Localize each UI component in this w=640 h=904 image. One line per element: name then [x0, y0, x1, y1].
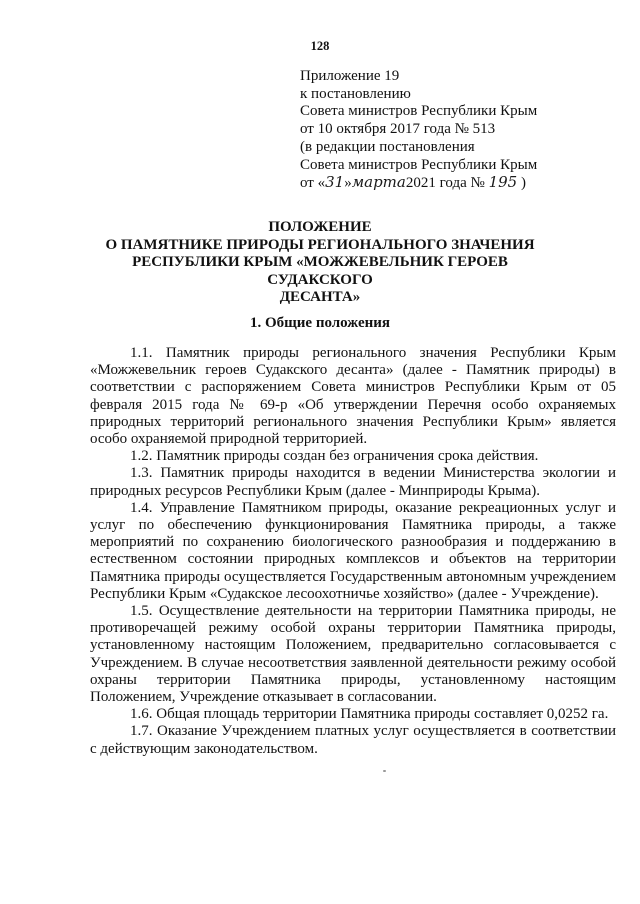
section-heading: 1. Общие положения	[249, 315, 391, 331]
paragraph-1-7: 1.7. Оказание Учреждением платных услуг осуществляется в соответствии с действующим законодательством.	[90, 723, 616, 757]
date-suffix: )	[520, 175, 526, 192]
paragraph-1-3: 1.3. Памятник природы находится в ведении Министерства экологии и природных ресурсов Республики Крым (далее - Минприроды Крыма).	[90, 465, 616, 499]
document-title	[95, 219, 545, 307]
handwritten-day: 31	[325, 173, 345, 192]
handwritten-month: марта	[351, 173, 406, 192]
appendix-line: Совета министров Республики Крым	[300, 103, 538, 120]
paragraph-1-4: 1.4. Управление Памятником природы, оказание рекреационных услуг и услуг по обеспечению функционирования Памятника природы, а также мероприятий по сохранению биологического разнообразия и поддержанию в естественном состоянии природных комплексов и объектов на территории Памятника природы осуществляется Государственным автономным учреждением Республики Крым «Судакское лесоохотничье хозяйство» (далее - Учреждение).	[90, 499, 616, 602]
page-number: 128	[310, 39, 330, 53]
paragraph-1-5: 1.5. Осуществление деятельности на территории Памятника природы, не противоречащей режиму особой охраны территории Памятника природы, установленному настоящим Положением, предварительно согласовывается с Учреждением. В случае несоответствия заявленной деятельности режиму особой охраны территории Памятника природы, установленному настоящим Положением, Учреждение отказывает в согласовании.	[90, 603, 616, 706]
date-prefix: от «	[300, 175, 326, 192]
title-line: ДЕСАНТА»	[279, 289, 361, 305]
appendix-line: от 10 октября 2017 года № 513	[300, 121, 496, 138]
handwritten-number: 195	[488, 173, 518, 192]
title-line: О ПАМЯТНИКЕ ПРИРОДЫ РЕГИОНАЛЬНОГО ЗНАЧЕНИЯ	[105, 236, 535, 253]
paragraph-1-1: 1.1. Памятник природы регионального значения Республики Крым «Можжевельник героев Судакского десанта» (далее - Памятник природы) в соответствии с распоряжением Совета министров Республики Крым от 05 февраля 2015 года № 69-р «Об утверждении Перечня особо охраняемых природных территорий регионального значения Республики Крым» является особо охраняемой природной территорией.	[90, 345, 616, 448]
appendix-line: к постановлению	[300, 85, 411, 102]
scan-speck	[383, 770, 386, 772]
body-text	[90, 345, 616, 758]
appendix-line: Приложение 19	[300, 68, 400, 84]
title-line: РЕСПУБЛИКИ КРЫМ «МОЖЖЕВЕЛЬНИК ГЕРОЕВ СУДАКСКОГО	[132, 254, 508, 288]
date-separator: »	[344, 175, 352, 192]
appendix-block	[300, 68, 600, 193]
appendix-line: Совета министров Республики Крым	[300, 156, 538, 173]
date-year: 2021 года №	[405, 175, 485, 192]
appendix-line: (в редакции постановления	[300, 138, 475, 155]
appendix-date-line	[300, 174, 600, 193]
paragraph-1-6: 1.6. Общая площадь территории Памятника природы составляет 0,0252 га.	[130, 706, 609, 723]
paragraph-1-2: 1.2. Памятник природы создан без ограничения срока действия.	[130, 448, 539, 465]
title-line: ПОЛОЖЕНИЕ	[268, 219, 372, 235]
